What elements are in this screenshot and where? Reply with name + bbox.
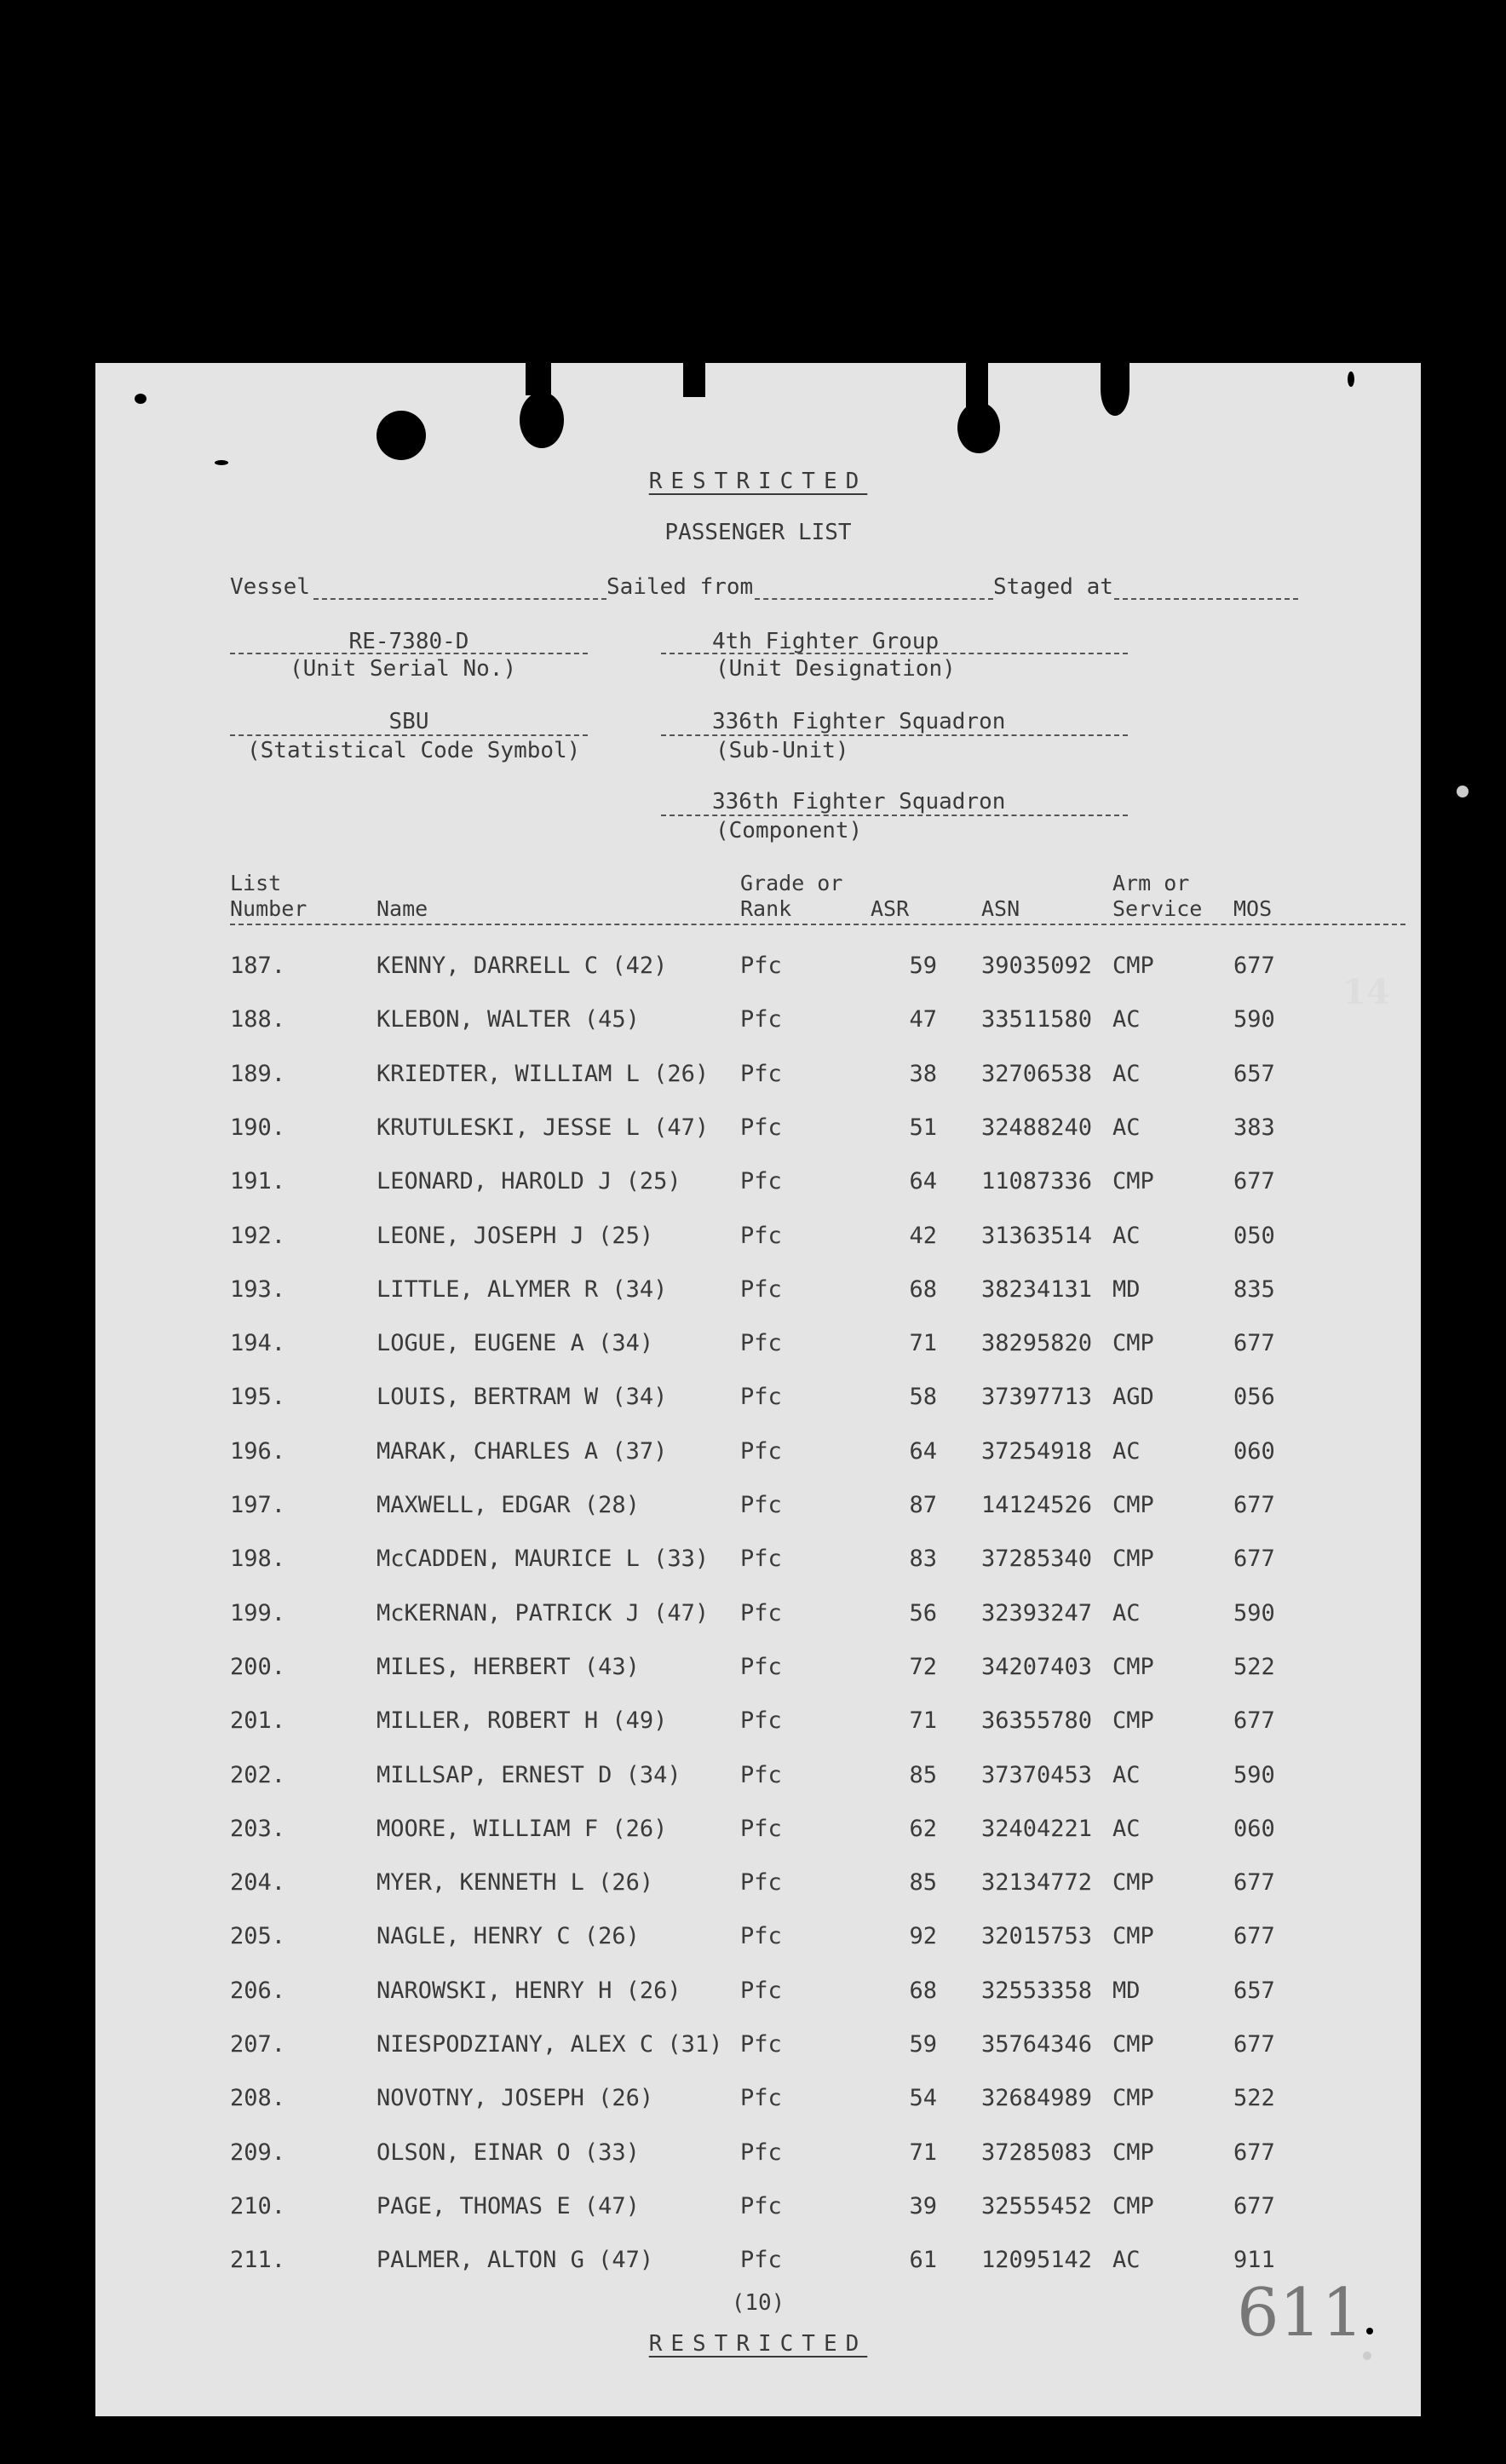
cell-arm: AC (1112, 1761, 1141, 1788)
cell-asr: 61 (909, 2247, 937, 2274)
handwritten-note: 611 (1237, 2275, 1364, 2352)
cell-name: MILLSAP, ERNEST D (34) (376, 1761, 681, 1788)
col-asr: ASR (871, 896, 910, 921)
cell-arm: CMP (1112, 2085, 1154, 2112)
col-asn: ASN (981, 896, 1020, 921)
table-row (95, 2031, 1421, 2065)
unit-designation-line (661, 653, 1128, 654)
cell-num: 205. (230, 1923, 286, 1950)
sub-unit: 336th Fighter Squadron (712, 709, 1006, 734)
cell-asr: 83 (909, 1546, 937, 1573)
vessel-field (313, 598, 606, 600)
col-grade-2: Rank (740, 896, 792, 921)
cell-asn: 38295820 (981, 1330, 1093, 1357)
vessel-label: Vessel (230, 574, 310, 600)
cell-asn: 37285083 (981, 2139, 1093, 2166)
cell-name: MILLER, ROBERT H (49) (376, 1707, 668, 1735)
cell-name: NIESPODZIANY, ALEX C (31) (376, 2031, 723, 2058)
table-row (95, 1438, 1421, 1472)
cell-grade: Pfc (740, 1437, 782, 1465)
page-title: PASSENGER LIST (664, 520, 852, 545)
cell-name: LEONE, JOSEPH J (25) (376, 1222, 654, 1249)
cell-num: 194. (230, 1330, 286, 1357)
cell-mos: 677 (1233, 1869, 1275, 1897)
cell-num: 192. (230, 1222, 286, 1249)
cell-asr: 72 (909, 1653, 937, 1680)
tear-mark (966, 363, 988, 407)
cell-asn: 32404221 (981, 1815, 1093, 1842)
statistical-code-caption: (Statistical Code Symbol) (247, 738, 581, 763)
cell-grade: Pfc (740, 953, 782, 979)
cell-name: NAGLE, HENRY C (26) (376, 1923, 640, 1950)
cell-arm: CMP (1112, 2192, 1154, 2219)
col-mos: MOS (1233, 896, 1273, 921)
cell-asr: 71 (909, 1707, 937, 1735)
cell-asr: 56 (909, 1599, 937, 1626)
speck (135, 394, 147, 404)
cell-mos: 677 (1233, 953, 1275, 979)
col-arm-2: Service (1112, 896, 1203, 921)
cell-arm: AC (1112, 1437, 1141, 1465)
component-caption: (Component) (716, 818, 863, 843)
col-name: Name (376, 896, 428, 921)
cell-arm: CMP (1112, 1653, 1154, 1680)
cell-grade: Pfc (740, 2192, 782, 2219)
cell-num: 208. (230, 2085, 286, 2112)
cell-mos: 677 (1233, 1492, 1275, 1518)
cell-asn: 12095142 (981, 2247, 1093, 2274)
statistical-code-line (230, 734, 588, 736)
unit-serial-caption: (Unit Serial No.) (290, 656, 517, 682)
cell-mos: 835 (1233, 1275, 1275, 1303)
table-row (95, 1114, 1421, 1149)
cell-name: McCADDEN, MAURICE L (33) (376, 1546, 710, 1573)
column-headers (95, 871, 1421, 930)
cell-name: PALMER, ALTON G (47) (376, 2247, 654, 2274)
cell-arm: AC (1112, 2247, 1141, 2274)
cell-grade: Pfc (740, 1222, 782, 1249)
cell-grade: Pfc (740, 1006, 782, 1033)
cell-asn: 37254918 (981, 1437, 1093, 1465)
cell-grade: Pfc (740, 1384, 782, 1411)
cell-grade: Pfc (740, 1114, 782, 1141)
cell-grade: Pfc (740, 1707, 782, 1735)
tear-mark (683, 363, 705, 397)
component: 336th Fighter Squadron (712, 789, 1006, 815)
table-row (95, 1600, 1421, 1634)
table-row (95, 1384, 1421, 1418)
table-row (95, 1816, 1421, 1850)
cell-asr: 47 (909, 1006, 937, 1033)
cell-num: 197. (230, 1492, 286, 1518)
cell-asr: 62 (909, 1815, 937, 1842)
cell-name: OLSON, EINAR O (33) (376, 2139, 640, 2166)
staged-at-label: Staged at (993, 574, 1113, 600)
cell-asr: 92 (909, 1923, 937, 1950)
cell-mos: 677 (1233, 1330, 1275, 1357)
cell-name: KRUTULESKI, JESSE L (47) (376, 1114, 710, 1141)
table-row (95, 1654, 1421, 1688)
cell-arm: AC (1112, 1222, 1141, 1249)
col-list-number-2: Number (230, 896, 308, 921)
table-row (95, 1492, 1421, 1526)
cell-num: 203. (230, 1815, 286, 1842)
cell-name: KLEBON, WALTER (45) (376, 1006, 640, 1033)
cell-name: KRIEDTER, WILLIAM L (26) (376, 1060, 710, 1087)
cell-grade: Pfc (740, 1546, 782, 1573)
cell-grade: Pfc (740, 1060, 782, 1087)
unit-designation-caption: (Unit Designation) (716, 656, 956, 682)
cell-mos: 050 (1233, 1222, 1275, 1249)
speck (1363, 2352, 1371, 2360)
cell-arm: AC (1112, 1060, 1141, 1087)
cell-grade: Pfc (740, 2085, 782, 2112)
cell-name: MARAK, CHARLES A (37) (376, 1437, 668, 1465)
cell-num: 195. (230, 1384, 286, 1411)
cell-mos: 677 (1233, 2031, 1275, 2058)
cell-num: 193. (230, 1275, 286, 1303)
speck (1457, 786, 1469, 797)
cell-arm: CMP (1112, 2031, 1154, 2058)
cell-num: 202. (230, 1761, 286, 1788)
unit-designation: 4th Fighter Group (712, 629, 940, 654)
table-row (95, 2085, 1421, 2119)
cell-asr: 64 (909, 1437, 937, 1465)
cell-asr: 71 (909, 1330, 937, 1357)
cell-name: KENNY, DARRELL C (42) (376, 953, 668, 979)
cell-asr: 85 (909, 1869, 937, 1897)
cell-asn: 32015753 (981, 1923, 1093, 1950)
cell-asn: 32134772 (981, 1869, 1093, 1897)
cell-num: 189. (230, 1060, 286, 1087)
cell-name: McKERNAN, PATRICK J (47) (376, 1599, 710, 1626)
cell-arm: CMP (1112, 1707, 1154, 1735)
cell-grade: Pfc (740, 1599, 782, 1626)
cell-mos: 677 (1233, 1707, 1275, 1735)
cell-asr: 59 (909, 2031, 937, 2058)
cell-arm: CMP (1112, 1923, 1154, 1950)
cell-asn: 32393247 (981, 1599, 1093, 1626)
cell-name: PAGE, THOMAS E (47) (376, 2192, 640, 2219)
cell-grade: Pfc (740, 1977, 782, 2004)
cell-num: 209. (230, 2139, 286, 2166)
cell-mos: 590 (1233, 1006, 1275, 1033)
table-row (95, 1978, 1421, 2012)
cell-asr: 42 (909, 1222, 937, 1249)
speck (215, 460, 228, 465)
cell-arm: CMP (1112, 1546, 1154, 1573)
cell-num: 188. (230, 1006, 286, 1033)
cell-mos: 060 (1233, 1437, 1275, 1465)
sailed-from-label: Sailed from (606, 574, 754, 600)
cell-name: MOORE, WILLIAM F (26) (376, 1815, 668, 1842)
cell-name: LEONARD, HAROLD J (25) (376, 1168, 681, 1195)
table-row (95, 1061, 1421, 1095)
table-row (95, 2139, 1421, 2173)
cell-asr: 87 (909, 1492, 937, 1518)
header-underline (230, 924, 1405, 925)
cell-mos: 060 (1233, 1815, 1275, 1842)
table-row (95, 1276, 1421, 1310)
cell-grade: Pfc (740, 1275, 782, 1303)
cell-arm: AC (1112, 1599, 1141, 1626)
cell-asn: 36355780 (981, 1707, 1093, 1735)
cell-asn: 32553358 (981, 1977, 1093, 2004)
cell-mos: 677 (1233, 2139, 1275, 2166)
table-row (95, 1006, 1421, 1040)
cell-num: 199. (230, 1599, 286, 1626)
component-line (661, 815, 1128, 816)
table-row (95, 2247, 1421, 2281)
cell-arm: CMP (1112, 953, 1154, 979)
cell-arm: CMP (1112, 1330, 1154, 1357)
punch-hole-center (520, 392, 564, 448)
tear-mark (1101, 363, 1130, 416)
cell-num: 210. (230, 2192, 286, 2219)
cell-num: 204. (230, 1869, 286, 1897)
table-row (95, 1869, 1421, 1903)
table-row (95, 1707, 1421, 1741)
cell-num: 191. (230, 1168, 286, 1195)
unit-serial-line (230, 653, 588, 654)
cell-asr: 68 (909, 1977, 937, 2004)
statistical-code: SBU (388, 709, 429, 734)
cell-grade: Pfc (740, 1653, 782, 1680)
table-row (95, 2193, 1421, 2227)
cell-grade: Pfc (740, 2247, 782, 2274)
cell-name: NAROWSKI, HENRY H (26) (376, 1977, 681, 2004)
cell-asn: 35764346 (981, 2031, 1093, 2058)
cell-num: 200. (230, 1653, 286, 1680)
cell-asn: 31363514 (981, 1222, 1093, 1249)
cell-num: 190. (230, 1114, 286, 1141)
sub-unit-line (661, 734, 1128, 736)
cell-name: LOUIS, BERTRAM W (34) (376, 1384, 668, 1411)
cell-grade: Pfc (740, 2031, 782, 2058)
table-row (95, 1330, 1421, 1364)
punch-hole-left (376, 411, 426, 460)
cell-grade: Pfc (740, 1492, 782, 1518)
cell-mos: 677 (1233, 2192, 1275, 2219)
cell-mos: 590 (1233, 1599, 1275, 1626)
cell-asr: 58 (909, 1384, 937, 1411)
cell-arm: CMP (1112, 1492, 1154, 1518)
table-row (95, 1546, 1421, 1580)
cell-asn: 32684989 (981, 2085, 1093, 2112)
cell-asn: 37370453 (981, 1761, 1093, 1788)
cell-mos: 677 (1233, 1546, 1275, 1573)
cell-asn: 32706538 (981, 1060, 1093, 1087)
cell-asn: 39035092 (981, 953, 1093, 979)
unit-serial-no: RE-7380-D (348, 629, 469, 654)
cell-num: 198. (230, 1546, 286, 1573)
cell-asr: 51 (909, 1114, 937, 1141)
cell-name: LITTLE, ALYMER R (34) (376, 1275, 668, 1303)
restricted-footer: RESTRICTED (648, 2331, 868, 2357)
punch-hole-right (957, 402, 1000, 453)
cell-asn: 37397713 (981, 1384, 1093, 1411)
cell-asr: 64 (909, 1168, 937, 1195)
cell-name: LOGUE, EUGENE A (34) (376, 1330, 654, 1357)
cell-grade: Pfc (740, 1330, 782, 1357)
passenger-list-page (95, 363, 1421, 2416)
cell-grade: Pfc (740, 1815, 782, 1842)
cell-mos: 677 (1233, 1168, 1275, 1195)
staged-at-field (1114, 598, 1298, 600)
cell-num: 201. (230, 1707, 286, 1735)
cell-arm: MD (1112, 1275, 1141, 1303)
cell-mos: 657 (1233, 1977, 1275, 2004)
margin-number: 14 (1342, 972, 1390, 1012)
cell-asn: 32488240 (981, 1114, 1093, 1141)
cell-mos: 657 (1233, 1060, 1275, 1087)
cell-num: 206. (230, 1977, 286, 2004)
cell-mos: 911 (1233, 2247, 1275, 2274)
col-list-number-1: List (230, 871, 282, 895)
cell-arm: CMP (1112, 1869, 1154, 1897)
restricted-header: RESTRICTED (648, 469, 868, 494)
cell-mos: 522 (1233, 2085, 1275, 2112)
cell-asr: 59 (909, 953, 937, 979)
cell-asn: 14124526 (981, 1492, 1093, 1518)
cell-arm: CMP (1112, 1168, 1154, 1195)
cell-name: NOVOTNY, JOSEPH (26) (376, 2085, 654, 2112)
cell-grade: Pfc (740, 1761, 782, 1788)
cell-asn: 38234131 (981, 1275, 1093, 1303)
table-row (95, 1168, 1421, 1202)
sailed-from-field (755, 598, 993, 600)
cell-arm: AC (1112, 1114, 1141, 1141)
cell-asr: 38 (909, 1060, 937, 1087)
cell-num: 207. (230, 2031, 286, 2058)
cell-asn: 32555452 (981, 2192, 1093, 2219)
cell-num: 196. (230, 1437, 286, 1465)
cell-asr: 54 (909, 2085, 937, 2112)
cell-asn: 33511580 (981, 1006, 1093, 1033)
cell-mos: 383 (1233, 1114, 1275, 1141)
cell-grade: Pfc (740, 2139, 782, 2166)
sub-unit-caption: (Sub-Unit) (716, 738, 849, 763)
cell-grade: Pfc (740, 1869, 782, 1897)
speck (1348, 371, 1354, 387)
page-number: (10) (731, 2290, 785, 2316)
col-arm-1: Arm or (1112, 871, 1190, 895)
cell-arm: AC (1112, 1815, 1141, 1842)
table-row (95, 953, 1421, 987)
cell-arm: AGD (1112, 1384, 1154, 1411)
cell-asr: 85 (909, 1761, 937, 1788)
cell-asr: 39 (909, 2192, 937, 2219)
tear-mark (526, 363, 551, 395)
cell-mos: 056 (1233, 1384, 1275, 1411)
col-grade-1: Grade or (740, 871, 843, 895)
cell-grade: Pfc (740, 1168, 782, 1195)
cell-asr: 68 (909, 1275, 937, 1303)
cell-asr: 71 (909, 2139, 937, 2166)
cell-mos: 522 (1233, 1653, 1275, 1680)
cell-name: MILES, HERBERT (43) (376, 1653, 640, 1680)
cell-mos: 590 (1233, 1761, 1275, 1788)
cell-arm: AC (1112, 1006, 1141, 1033)
table-row (95, 1762, 1421, 1796)
table-row (95, 1923, 1421, 1957)
cell-num: 211. (230, 2247, 286, 2274)
cell-mos: 677 (1233, 1923, 1275, 1950)
cell-asn: 37285340 (981, 1546, 1093, 1573)
cell-asn: 34207403 (981, 1653, 1093, 1680)
cell-num: 187. (230, 953, 286, 979)
table-row (95, 1223, 1421, 1257)
cell-arm: MD (1112, 1977, 1141, 2004)
cell-grade: Pfc (740, 1923, 782, 1950)
cell-name: MYER, KENNETH L (26) (376, 1869, 654, 1897)
cell-asn: 11087336 (981, 1168, 1093, 1195)
cell-name: MAXWELL, EDGAR (28) (376, 1492, 640, 1518)
cell-arm: CMP (1112, 2139, 1154, 2166)
